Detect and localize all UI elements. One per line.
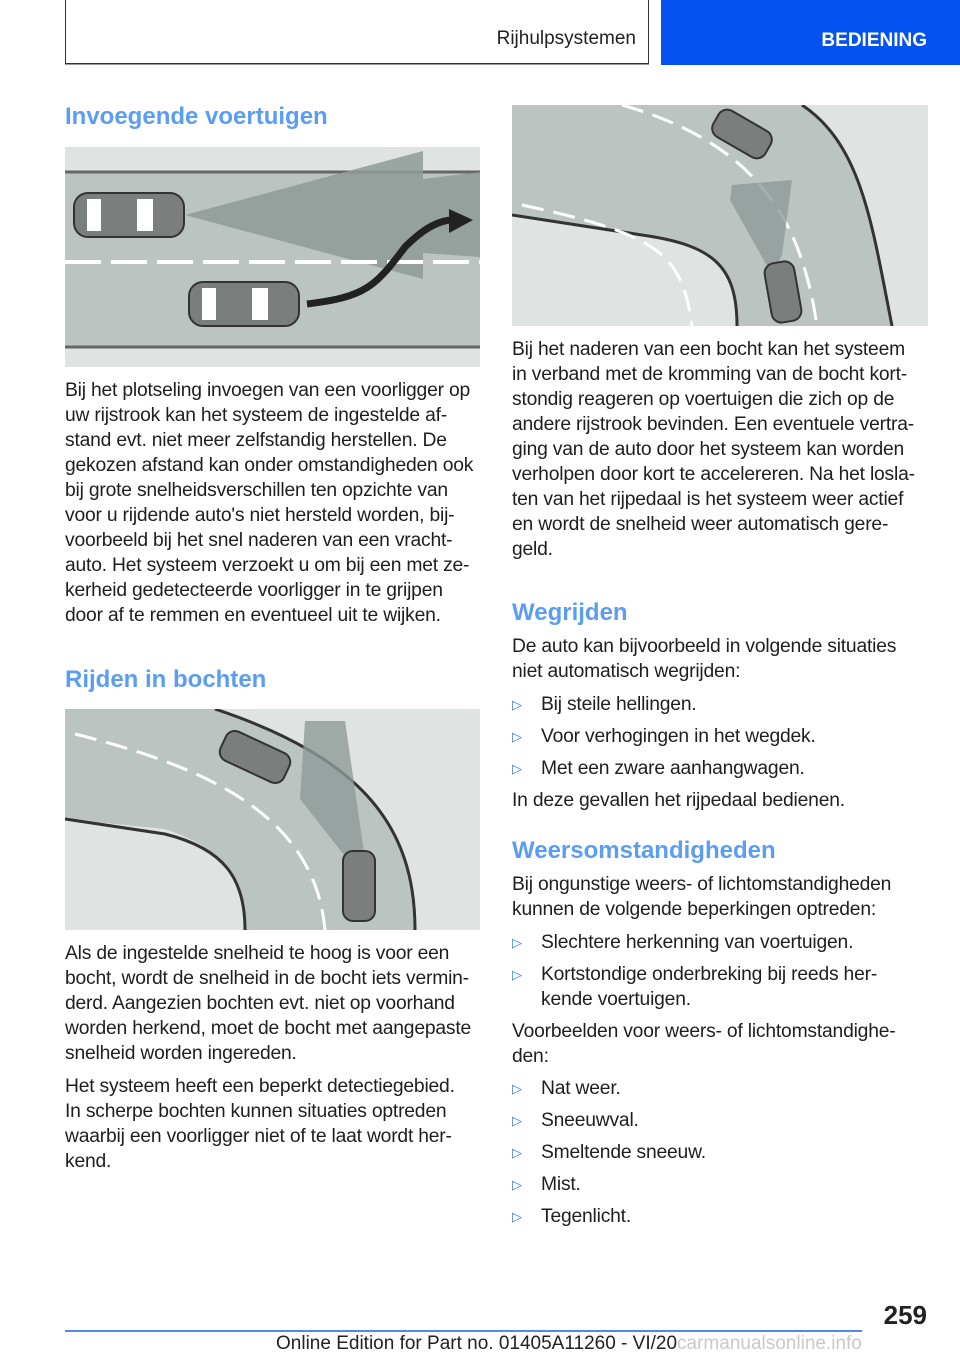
bullet-triangle-icon: ▷ xyxy=(512,761,522,776)
body-paragraph-line: De auto kan bijvoorbeeld in volgende situaties xyxy=(512,636,897,657)
section-tab xyxy=(661,0,960,65)
bullet-item-text: Bij steile hellingen. xyxy=(541,694,697,715)
bullet-triangle-icon: ▷ xyxy=(512,1113,522,1128)
body-paragraph-line: In scherpe bochten kunnen situaties optreden xyxy=(65,1101,447,1122)
body-paragraph-line: voorbeeld bij het snel naderen van een vracht- xyxy=(65,530,453,551)
body-paragraph-line: voor u rijdende auto's niet hersteld worden, bij- xyxy=(65,505,455,526)
body-paragraph-line: kend. xyxy=(65,1151,112,1172)
figure-curve-driving xyxy=(65,709,480,930)
body-paragraph-line: door af te remmen en eventueel uit te wijken. xyxy=(65,605,441,626)
section-heading-invoegende-voertuigen: Invoegende voertuigen xyxy=(65,103,328,130)
footer-edition xyxy=(276,1333,862,1355)
body-paragraph-line: Bij ongunstige weers- of lichtomstandigheden xyxy=(512,874,892,895)
body-paragraph-line: ten van het rijpedaal is het systeem weer actief xyxy=(512,489,904,510)
bullet-item-text: Tegenlicht. xyxy=(541,1206,631,1227)
watermark: carmanualsonline.info xyxy=(677,1333,862,1354)
body-paragraph-line: niet automatisch wegrijden: xyxy=(512,661,741,682)
bullet-triangle-icon: ▷ xyxy=(512,967,522,982)
body-paragraph-line: verholpen door kort te accelereren. Na het losla- xyxy=(512,464,915,485)
bullet-triangle-icon: ▷ xyxy=(512,1209,522,1224)
body-paragraph-line: kunnen de volgende beperkingen optreden: xyxy=(512,899,877,920)
body-paragraph-line: andere rijstrook bevinden. Een eventuele vertra- xyxy=(512,414,914,435)
figure-merging-vehicle xyxy=(65,147,480,367)
bullet-triangle-icon: ▷ xyxy=(512,729,522,744)
car-icon xyxy=(189,282,299,326)
body-paragraph-line: ging van de auto door het systeem kan worden xyxy=(512,439,905,460)
section-heading-rijden-in-bochten: Rijden in bochten xyxy=(65,666,267,693)
body-paragraph-line: stondig reageren op voertuigen die zich op de xyxy=(512,389,895,410)
footer-rule xyxy=(65,1330,862,1332)
body-paragraph-line: bij grote snelheidsverschillen ten opzichte van xyxy=(65,480,448,501)
body-paragraph-line: derd. Aangezien bochten evt. niet op voorhand xyxy=(65,993,455,1014)
bullet-item-text: Mist. xyxy=(541,1174,581,1195)
bullet-triangle-icon: ▷ xyxy=(512,1177,522,1192)
bullet-item-text: Slechtere herkenning van voertuigen. xyxy=(541,932,854,953)
body-paragraph-line: en wordt de snelheid weer automatisch gere- xyxy=(512,514,889,535)
car-icon xyxy=(343,851,375,921)
car-icon xyxy=(74,193,184,237)
bullet-item-text: Voor verhogingen in het wegdek. xyxy=(541,726,816,747)
body-paragraph-line: snelheid worden ingereden. xyxy=(65,1043,297,1064)
section-heading-weersomstandigheden: Weersomstandigheden xyxy=(512,837,776,864)
body-paragraph-line: waarbij een voorligger niet of te laat wordt her- xyxy=(65,1126,452,1147)
figure-curve-other-lane xyxy=(512,105,928,326)
bullet-triangle-icon: ▷ xyxy=(512,935,522,950)
chapter-title: Rijhulpsystemen xyxy=(496,28,636,49)
bullet-item-text: Met een zware aanhangwagen. xyxy=(541,758,805,779)
body-paragraph-line: bocht, wordt de snelheid in de bocht iets vermin- xyxy=(65,968,469,989)
edition-text: Online Edition for Part no. 01405A11260 - VI/20 xyxy=(276,1333,678,1354)
page-number: 259 xyxy=(883,1300,927,1330)
body-paragraph-line: Als de ingestelde snelheid te hoog is voor een xyxy=(65,943,450,964)
bullet-item-text: Nat weer. xyxy=(541,1078,621,1099)
running-header xyxy=(65,0,649,64)
bullet-triangle-icon: ▷ xyxy=(512,1081,522,1096)
body-paragraph-line: Het systeem heeft een beperkt detectiegebied. xyxy=(65,1076,455,1097)
body-paragraph-line: In deze gevallen het rijpedaal bedienen. xyxy=(512,790,845,811)
body-paragraph-line: geld. xyxy=(512,539,553,560)
body-paragraph-line: gekozen afstand kan onder omstandigheden ook xyxy=(65,455,474,476)
body-paragraph-line: stand evt. niet meer zelfstandig herstellen. De xyxy=(65,430,447,451)
body-paragraph-line: den: xyxy=(512,1046,549,1067)
bullet-item-text: Kortstondige onderbreking bij reeds her- xyxy=(541,964,878,985)
bullet-item-text: kende voertuigen. xyxy=(541,989,691,1010)
body-paragraph-line: kerheid gedetecteerde voorligger in te grijpen xyxy=(65,580,443,601)
body-paragraph-line: in verband met de kromming van de bocht kort- xyxy=(512,364,908,385)
body-paragraph-line: worden herkend, moet de bocht met aangepaste xyxy=(65,1018,472,1039)
section-tab-label: BEDIENING xyxy=(821,30,927,51)
bullet-item-text: Smeltende sneeuw. xyxy=(541,1142,706,1163)
bullet-triangle-icon: ▷ xyxy=(512,697,522,712)
bullet-triangle-icon: ▷ xyxy=(512,1145,522,1160)
body-paragraph-line: Bij het plotseling invoegen van een voorligger op xyxy=(65,380,471,401)
bullet-item-text: Sneeuwval. xyxy=(541,1110,639,1131)
body-paragraph-line: Bij het naderen van een bocht kan het systeem xyxy=(512,339,905,360)
body-paragraph-line: uw rijstrook kan het systeem de ingestelde af- xyxy=(65,405,447,426)
body-paragraph-line: Voorbeelden voor weers- of lichtomstandighe- xyxy=(512,1021,896,1042)
section-heading-wegrijden: Wegrijden xyxy=(512,599,628,626)
body-paragraph-line: auto. Het systeem verzoekt u om bij een met ze- xyxy=(65,555,470,576)
